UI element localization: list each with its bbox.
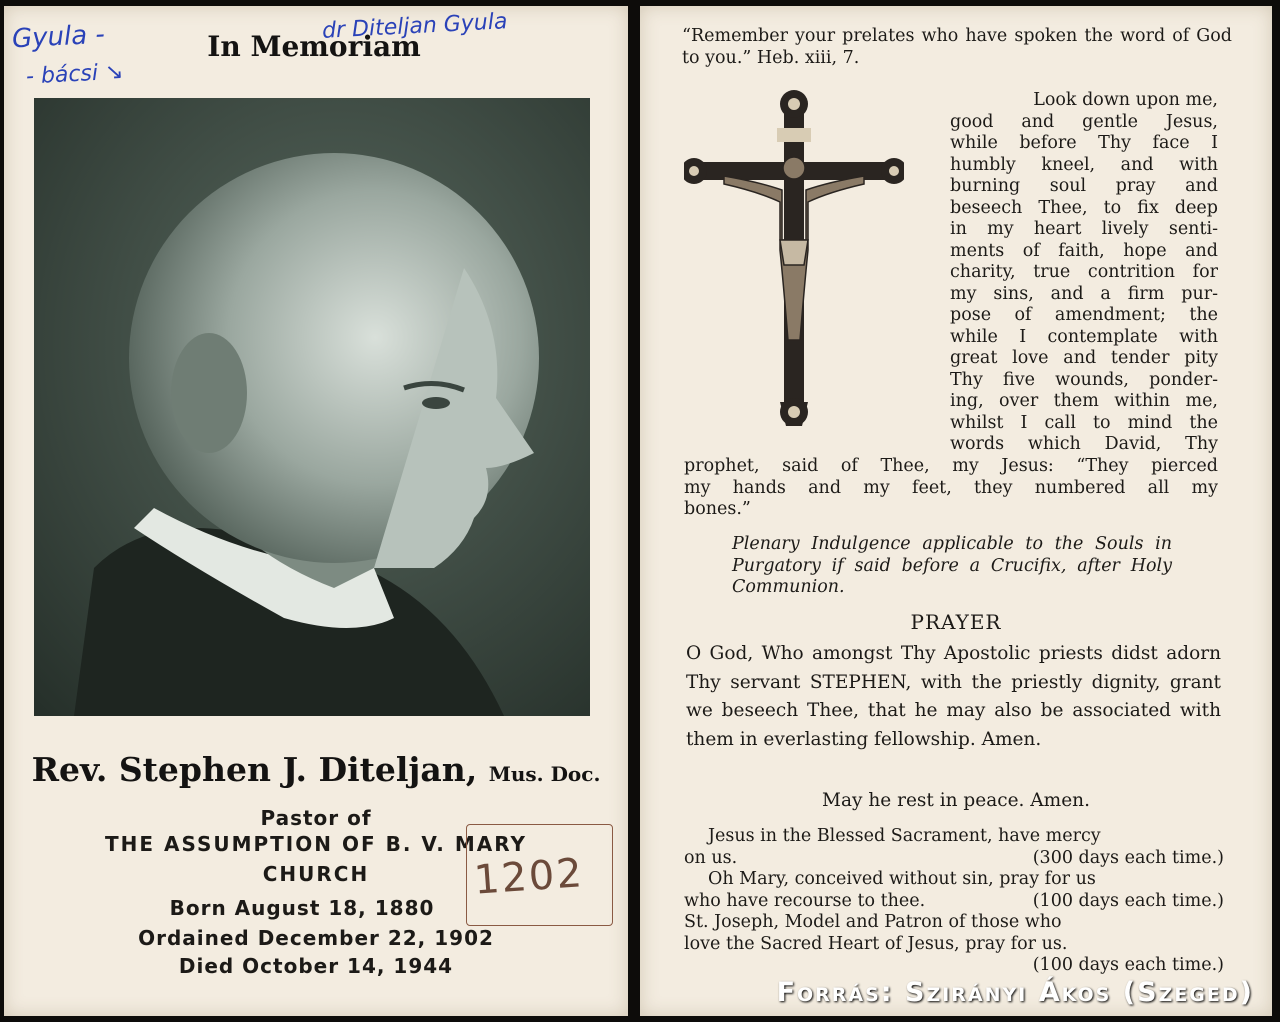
- prayer-column: [950, 90, 1218, 456]
- church-name-line-2: CHURCH: [262, 862, 370, 886]
- scripture-quote: “Remember your prelates who have spoken the word of God to you.” Heb. xiii, 7.: [682, 26, 1232, 68]
- prayer-line: my hands and my feet, they numbered all my: [684, 477, 1218, 498]
- source-watermark: Forrás: Szirányi Ákos (Szeged): [776, 977, 1254, 1008]
- church-name: THE ASSUMPTION OF B. V. MARY: [104, 832, 528, 856]
- death-date: Died October 14, 1944: [178, 954, 454, 978]
- crucifix-icon: [684, 90, 904, 430]
- portrait-photo: [34, 98, 590, 716]
- ejaculation-line: [684, 934, 1224, 956]
- prayer-line: ments of faith, hope and: [950, 240, 1218, 261]
- memorial-card-back: [640, 6, 1272, 1016]
- handwritten-note: - bácsi ↘: [25, 59, 125, 90]
- indulgence-days: (100 days each time.): [1032, 955, 1224, 975]
- prayer-line: Thy five wounds, ponder-: [950, 369, 1218, 390]
- prayer-line: bones.”: [684, 499, 751, 519]
- indulgence-note: Plenary Indulgence applicable to the Souls in Purgatory if said before a Crucifix, after Holy Communion.: [732, 534, 1172, 597]
- prayer-line: prophet, said of Thee, my Jesus: “They pierced: [684, 456, 1218, 476]
- prayer-line: good and gentle Jesus,: [950, 111, 1218, 132]
- ejaculation-text: who have recourse to thee.: [684, 890, 926, 911]
- card-heading: In Memoriam: [207, 30, 421, 63]
- ejaculation-line: [684, 891, 1224, 913]
- birth-date: Born August 18, 1880: [169, 896, 435, 920]
- memorial-card-front: [4, 6, 628, 1016]
- pastor-label: Pastor of: [260, 806, 372, 830]
- ejaculations-list: [684, 826, 1224, 977]
- ejaculation-line: [684, 869, 1224, 891]
- ejaculation-text: Jesus in the Blessed Sacrament, have mercy: [708, 826, 1101, 846]
- prayer-line: ing, over them within me,: [950, 391, 1218, 411]
- prayer-line: charity, true contrition for: [950, 262, 1218, 282]
- ejaculation-text: Oh Mary, conceived without sin, pray for us: [708, 869, 1096, 889]
- ejaculation-line: [684, 848, 1224, 870]
- ordination-date: Ordained December 22, 1902: [138, 926, 494, 950]
- prayer-line: my sins, and a firm pur-: [950, 283, 1218, 304]
- prayer-continuation: [684, 456, 1218, 521]
- name-text: Rev. Stephen J. Diteljan,: [31, 750, 478, 789]
- prayer-line: great love and tender pity: [950, 348, 1218, 368]
- ejaculation-text: on us.: [684, 847, 738, 868]
- indulgence-days: (300 days each time.): [1032, 847, 1224, 868]
- handwritten-note: dr Diteljan Gyula: [321, 9, 508, 44]
- prayer-line: Look down upon me,: [1033, 90, 1218, 110]
- ejaculation-text: love the Sacred Heart of Jesus, pray for us.: [684, 933, 1068, 954]
- indulgence-days: (100 days each time.): [1032, 890, 1224, 911]
- prayer-line: humbly kneel, and with: [950, 154, 1218, 175]
- prayer-line: pose of amendment; the: [950, 305, 1218, 325]
- degree-text: Mus. Doc.: [488, 762, 601, 786]
- prayer-line: while I contemplate with: [950, 326, 1218, 347]
- prayer-line: words which David, Thy: [950, 434, 1218, 454]
- prayer-text: O God, Who amongst Thy Apostolic priests didst adorn Thy servant STEPHEN, with the priestly dignity, grant we beseech Thee, that he may also be associated with them in everlasting fellowship. Amen.: [686, 643, 1221, 750]
- prayer-line: burning soul pray and: [950, 176, 1218, 196]
- prayer-line: beseech Thee, to fix deep: [950, 197, 1218, 218]
- rest-in-peace: May he rest in peace. Amen.: [822, 790, 1090, 811]
- handwritten-note: Gyula -: [11, 19, 106, 55]
- prayer-heading: PRAYER: [910, 610, 1002, 634]
- deceased-name: [4, 750, 628, 789]
- prayer-line: while before Thy face I: [950, 133, 1218, 153]
- ejaculation-line: [684, 912, 1224, 934]
- ejaculation-line: [684, 955, 1224, 977]
- ejaculation-text: St. Joseph, Model and Patron of those who: [684, 912, 1062, 932]
- ejaculation-line: [684, 826, 1224, 848]
- prayer-line: whilst I call to mind the: [950, 412, 1218, 433]
- archive-number: 1202: [472, 850, 586, 904]
- prayer-line: in my heart lively senti-: [950, 219, 1218, 239]
